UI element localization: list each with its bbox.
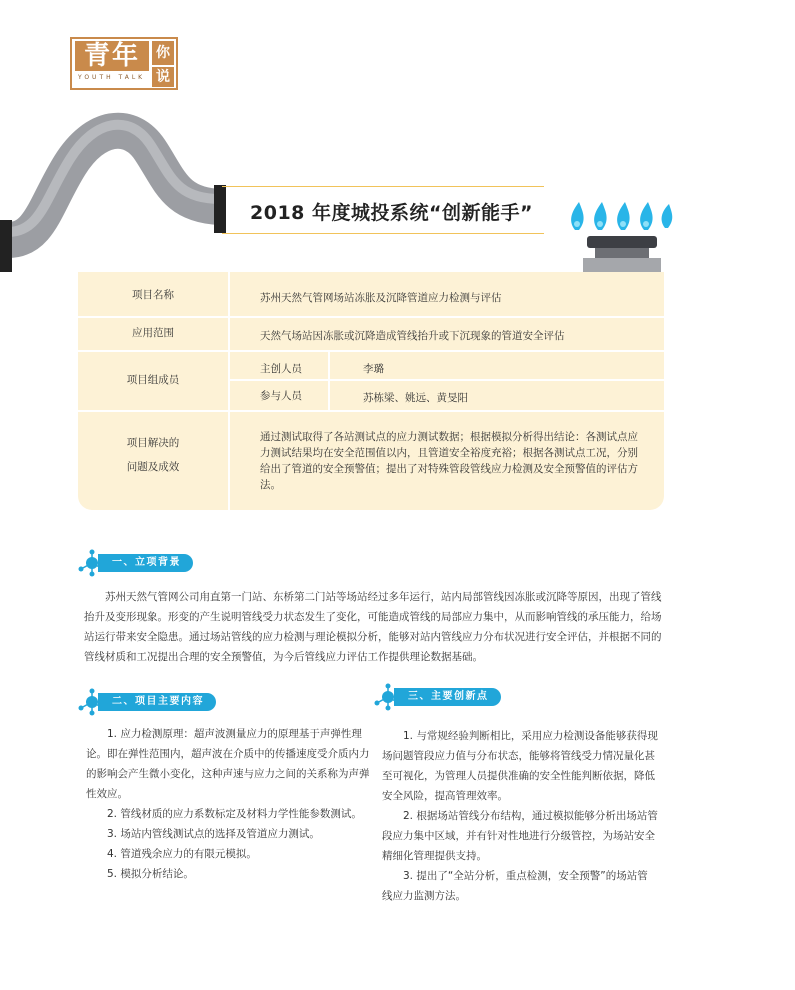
application-scope-label: 应用范围 <box>132 327 174 339</box>
lead-member-value: 李璐 <box>363 363 384 375</box>
page-title: 2018 年度城投系统“创新能手” <box>250 202 533 224</box>
table-row-divider <box>230 379 664 381</box>
outcome-label-line-2: 问题及成效 <box>126 461 180 473</box>
list-item: 2. 管线材质的应力系数标定及材料力学性能参数测试。 <box>107 808 362 820</box>
logo-main-text: 青年 <box>75 41 149 71</box>
lead-member-label: 主创人员 <box>260 363 302 375</box>
list-item: 4. 管道残余应力的有限元模拟。 <box>107 848 257 860</box>
table-row-divider <box>78 316 664 318</box>
title-top-rule <box>222 186 544 187</box>
table-column-divider <box>228 272 230 510</box>
section-1-body <box>84 587 664 667</box>
section-2-heading <box>76 688 226 714</box>
list-item: 3. 场站内管线测试点的选择及管道应力测试。 <box>107 828 320 840</box>
project-name-label: 项目名称 <box>132 289 174 301</box>
list-item: 1. 应力检测原理：超声波测量应力的原理基于声弹性理论。即在弹性范围内，超声波在介质中的传播速度受介质内力的影响会产生微小变化，这种声速与应力之间的关系称为声弹性效应。 <box>86 728 370 800</box>
logo-small-text-1: 你 <box>152 41 174 65</box>
list-item: 2. 根据场站管线分布结构，通过模拟能够分析出场站管段应力集中区域，并有针对性地进行分级管控，为场站安全精细化管理提供支持。 <box>382 810 658 862</box>
participants-value: 苏栋梁、姚远、黄旻阳 <box>363 392 468 404</box>
section-3-title: 三、主要创新点 <box>394 688 501 706</box>
list-item: 1. 与常规经验判断相比，采用应力检测设备能够获得现场问题管段应力值与分布状态，能够将管线受力情况量化甚至可视化，为管理人员提供准确的安全性能判断依据，降低安全风险，提高管理效率。 <box>382 730 658 802</box>
section-2-list <box>86 724 372 884</box>
application-scope-value: 天然气场站因冻胀或沉降造成管线抬升或下沉现象的管道安全评估 <box>260 330 565 342</box>
section-1-title: 一、立项背景 <box>98 554 193 572</box>
table-row-divider <box>78 350 664 352</box>
gas-burner-icon <box>565 200 675 275</box>
youth-talk-logo <box>70 37 178 90</box>
project-info-table <box>78 272 664 510</box>
pipe-illustration <box>0 95 240 280</box>
members-label: 项目组成员 <box>126 374 180 386</box>
participants-label: 参与人员 <box>260 390 302 402</box>
outcome-label-line-1: 项目解决的 <box>126 437 180 449</box>
section-3-heading <box>372 683 512 709</box>
background-paragraph: 苏州天然气管网公司甪直第一门站、东桥第二门站等场站经过多年运行，站内局部管线因冻胀或沉降等原因，出现了管线抬升及变形现象。形变的产生说明管线受力状态发生了变化，可能造成管线的局部应力集中，从而影响管线的承压能力，给场站运行带来安全隐患。通过场站管线的应力检测与理论模拟分析，能够对站内管线应力分布状况进行安全评估，并根据不同的管线材质和工况提出合理的安全预警值，为今后管线应力评估工作提供理论数据基础。 <box>84 591 662 663</box>
logo-small-text-2: 说 <box>152 67 174 87</box>
list-item: 5. 模拟分析结论。 <box>107 868 194 880</box>
section-1-heading <box>76 549 206 575</box>
list-item: 3. 提出了“全站分析，重点检测，安全预警”的场站管线应力监测方法。 <box>382 870 648 902</box>
page-title-block <box>222 186 544 234</box>
outcome-text: 通过测试取得了各站测试点的应力测试数据；根据模拟分析得出结论：各测试点应力测试结果均在安全范围值以内，且管道安全裕度充裕；根据各测试点工况，分别给出了管道的安全预警值；提出了对特殊管段管线应力检测及安全预警值的评估方法。 <box>260 431 638 491</box>
section-3-list <box>382 726 658 906</box>
title-bottom-rule <box>222 233 544 234</box>
member-column-divider <box>328 350 330 410</box>
table-row-divider <box>78 410 664 412</box>
project-name-value: 苏州天然气管网场站冻胀及沉降管道应力检测与评估 <box>260 292 502 304</box>
logo-english-text: YOUTH TALK <box>78 74 146 81</box>
section-2-title: 二、项目主要内容 <box>98 693 216 711</box>
